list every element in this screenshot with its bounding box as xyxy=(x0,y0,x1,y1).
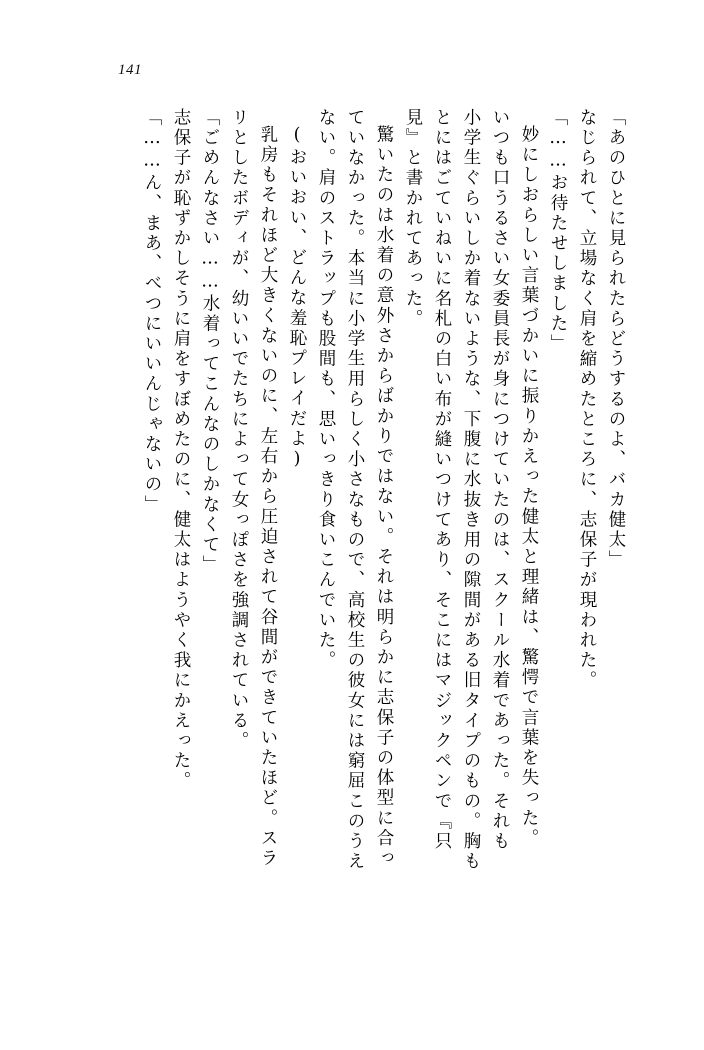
text-column: なじられて、立場なく肩を縮めたところに、志保子が現われた。 xyxy=(577,108,597,691)
text-column: とにはごていねいに名札の白い布が縫いつけてあり、そこにはマジックペンで『只 xyxy=(432,108,452,852)
text-column: ない。肩のストラップも股間も、思いっきり食いこんでいた。 xyxy=(316,108,336,671)
text-column: 乳房もそれほど大きくないのに、左右から圧迫されて谷間ができていたほど。スラ xyxy=(258,125,278,869)
text-column: ていなかった。本当に小学生用らしく小さなもので、高校生の彼女には窮屈このうえ xyxy=(345,108,365,872)
text-column: 志保子が恥ずかしそうに肩をすぼめたのに、健太はようやく我にかえった。 xyxy=(171,108,191,792)
text-column: 「……ん、まあ、べつにいいんじゃないの」 xyxy=(142,108,162,515)
text-column: 「あのひとに見られたらどうするのよ、バカ健太」 xyxy=(606,108,626,571)
text-column: (おいおい、どんな羞恥プレイだよ) xyxy=(287,125,307,472)
text-column: リとしたボディが、幼いいでたちによって女っぽさを強調されている。 xyxy=(229,108,249,752)
text-column: 小学生ぐらいしか着ないような、下腹に水抜き用の隙間がある旧タイプのもの。胸も xyxy=(461,108,481,872)
text-column: 「ごめんなさい……水着ってこんなのしかなくて」 xyxy=(200,108,220,576)
page-number: 141 xyxy=(118,62,142,78)
text-column: 妙にしおらしい言葉づかいに振りかえった健太と理緒は、驚愕で言葉を失った。 xyxy=(519,125,539,849)
text-column: 見』と書かれてあった。 xyxy=(403,108,423,330)
text-column: 驚いたのは水着の意外さからばかりではない。それは明らかに志保子の体型に合っ xyxy=(374,125,394,869)
vertical-text-block xyxy=(84,108,624,908)
text-column: 「……お待たせしました」 xyxy=(548,108,568,355)
text-column: いつも口うるさい女委員長が身につけていたのは、スクール水着であった。それも xyxy=(490,108,510,852)
